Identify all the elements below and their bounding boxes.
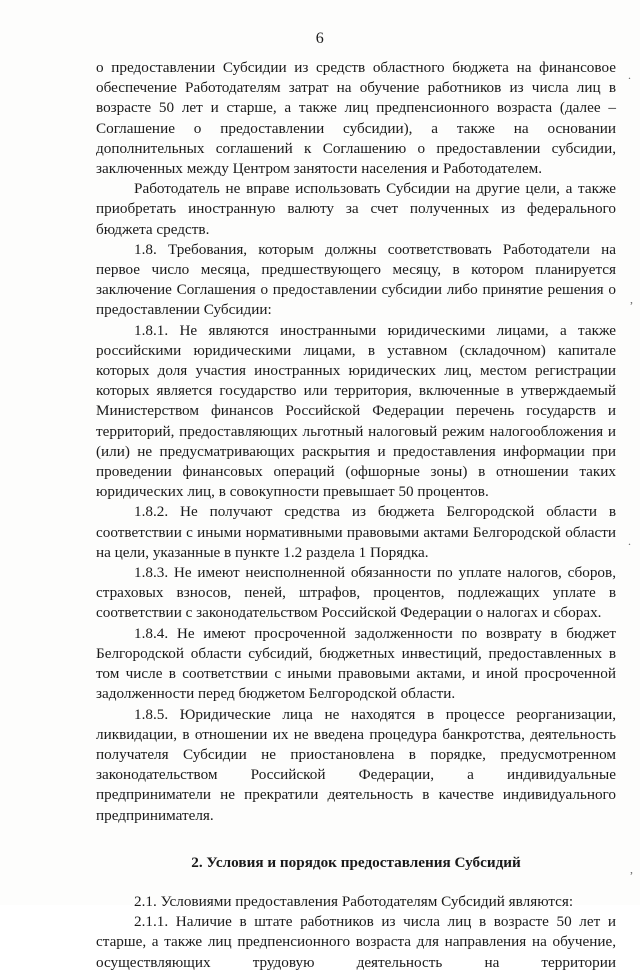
paragraph-usage-restriction: Работодатель не вправе использовать Субсидии на другие цели, а также приобретать иностранную валюту за счет полученных из федерального бюджета средств. — [96, 180, 616, 238]
paragraph-2-1-1: 2.1.1. Наличие в штате работников из числа лиц в возрасте 50 лет и старше, а также лиц предпенсионного возраста для направления на обучение, осуществляющих трудовую деятельность на территории — [96, 913, 616, 971]
paragraph-1-8-5: 1.8.5. Юридические лица не находятся в процессе реорганизации, ликвидации, в отношении их не введена процедура банкротства, деятельность получателя Субсидии не приостановлена в порядке, предусмотренном законодательством Российской Федерации, а индивидуальные предприниматели не прекратили деятельность в качестве индивидуального предпринимателя. — [96, 705, 616, 824]
paragraph-2-1: 2.1. Условиями предоставления Работодателям Субсидий являются: — [134, 892, 574, 910]
paragraph-1-8: 1.8. Требования, которым должны соответствовать Работодатели на первое число месяца, предшествующего месяцу, в котором планируется заключение Соглашения о предоставлении субсидии либо принятие решения о предоставлении Субсидии: — [96, 240, 616, 319]
document-body — [96, 58, 616, 973]
margin-mark: , — [630, 862, 633, 876]
paragraph-continuation: о предоставлении Субсидии из средств областного бюджета на финансовое обеспечение Работодателям затрат на обучение работников из числа лиц в возрасте 50 лет и старше, а также лиц предпенсионного возраста (далее – Соглашение о предоставлении субсидии), а также на основании дополнительных соглашений к Соглашению о предоставлении субсидии, заключенных между Центром занятости населения и Работодателем. — [96, 59, 616, 178]
paragraph-1-8-1: 1.8.1. Не являются иностранными юридическими лицами, а также российскими юридическими лицами, в уставном (складочном) капитале которых доля участия иностранных юридических лиц, местом регистрации которых является государство или территория, включенные в утверждаемый Министерством финансов Российской Федерации перечень государств и территорий, предоставляющих льготный налоговый режим налогообложения и (или) не предусматривающих раскрытия и предоставления информации при проведении финансовых операций (офшорные зоны) в отношении таких юридических лиц, в совокупности превышает 50 процентов. — [96, 321, 616, 501]
paragraph-1-8-4: 1.8.4. Не имеют просроченной задолженности по возврату в бюджет Белгородской области субсидий, бюджетных инвестиций, предоставленных в том числе в соответствии с иными правовыми актами, и иной просроченной задолженности перед бюджетом Белгородской области. — [96, 624, 616, 703]
paragraph-1-8-2: 1.8.2. Не получают средства из бюджета Белгородской области в соответствии с иными нормативными правовыми актами Белгородской области на цели, указанные в пункте 1.2 раздела 1 Порядка. — [96, 503, 616, 561]
margin-mark: . — [628, 534, 631, 548]
margin-mark: . — [628, 68, 631, 82]
paragraph-1-8-3: 1.8.3. Не имеют неисполненной обязанности по уплате налогов, сборов, страховых взносов, пеней, штрафов, процентов, подлежащих уплате в соответствии с законодательством Российской Федерации о налогах и сборах. — [96, 564, 616, 622]
margin-mark: , — [630, 292, 633, 306]
section-heading: 2. Условия и порядок предоставления Субсидий — [191, 853, 521, 871]
page-number: 6 — [315, 30, 325, 47]
